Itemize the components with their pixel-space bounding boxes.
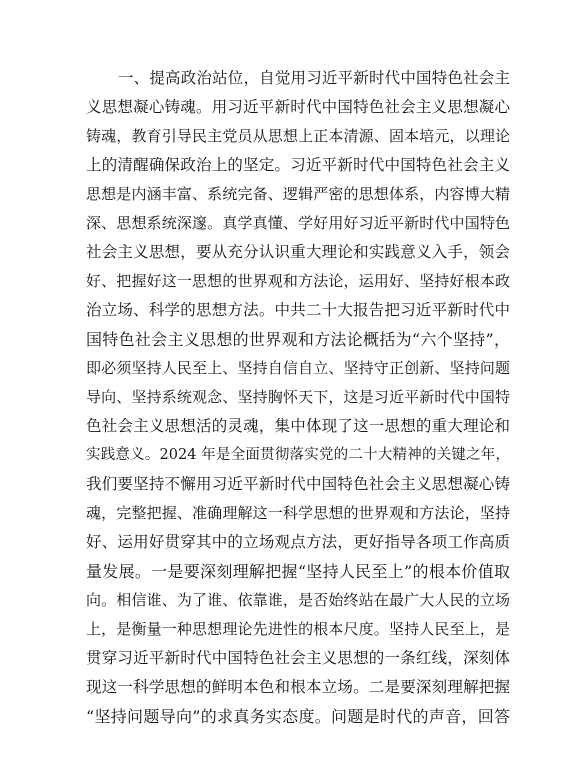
text-line: 导向、坚持系统观念、坚持胸怀天下，这是习近平新时代中国特 bbox=[86, 388, 510, 406]
text-line: 色社会主义思想活的灵魂，集中体现了这一思想的重大理论和 bbox=[86, 417, 510, 435]
body-paragraph bbox=[86, 64, 510, 731]
text-line: 上，是衡量一种思想理论先进性的根本尺度。坚持人民至上，是 bbox=[86, 620, 510, 638]
text-line: 上的清醒确保政治上的坚定。习近平新时代中国特色社会主义 bbox=[86, 156, 510, 174]
text-line: 一、提高政治站位，自觉用习近平新时代中国特色社会主 bbox=[118, 69, 510, 87]
text-line: 量发展。一是要深刻理解把握“坚持人民至上”的根本价值取 bbox=[86, 562, 510, 581]
text-line: 社会主义思想，要从充分认识重大理论和实践意义入手，领会 bbox=[86, 243, 510, 261]
text-line: 实践意义。2024 年是全面贯彻落实党的二十大精神的关键之年， bbox=[86, 447, 510, 463]
text-line: 贯穿习近平新时代中国特色社会主义思想的一条红线，深刻体 bbox=[86, 649, 510, 667]
text-line: 义思想凝心铸魂。用习近平新时代中国特色社会主义思想凝心 bbox=[86, 98, 510, 116]
text-line: “坚持问题导向”的求真务实态度。问题是时代的声音，回答 bbox=[86, 707, 510, 726]
text-line: 治立场、科学的思想方法。中共二十大报告把习近平新时代中 bbox=[86, 301, 510, 319]
text-line: 深、思想系统深邃。真学真懂、学好用好习近平新时代中国特色 bbox=[86, 214, 510, 232]
text-line: 好、把握好这一思想的世界观和方法论，运用好、坚持好根本政 bbox=[86, 272, 510, 290]
text-line: 铸魂，教育引导民主党员从思想上正本清源、固本培元，以理论 bbox=[86, 127, 510, 145]
text-line: 国特色社会主义思想的世界观和方法论概括为“六个坚持”， bbox=[86, 330, 510, 349]
text-line: 向。相信谁、为了谁、依靠谁，是否始终站在最广大人民的立场 bbox=[86, 591, 510, 609]
text-line: 我们要坚持不懈用习近平新时代中国特色社会主义思想凝心铸 bbox=[86, 475, 510, 493]
text-line: 好、运用好贯穿其中的立场观点方法，更好指导各项工作高质 bbox=[86, 533, 510, 551]
text-line: 魂，完整把握、准确理解这一科学思想的世界观和方法论，坚持 bbox=[86, 504, 510, 522]
text-line: 现这一科学思想的鲜明本色和根本立场。二是要深刻理解把握 bbox=[86, 678, 510, 696]
text-line: 思想是内涵丰富、系统完备、逻辑严密的思想体系，内容博大精 bbox=[86, 185, 510, 203]
text-line: 即必须坚持人民至上、坚持自信自立、坚持守正创新、坚持问题 bbox=[86, 359, 510, 377]
